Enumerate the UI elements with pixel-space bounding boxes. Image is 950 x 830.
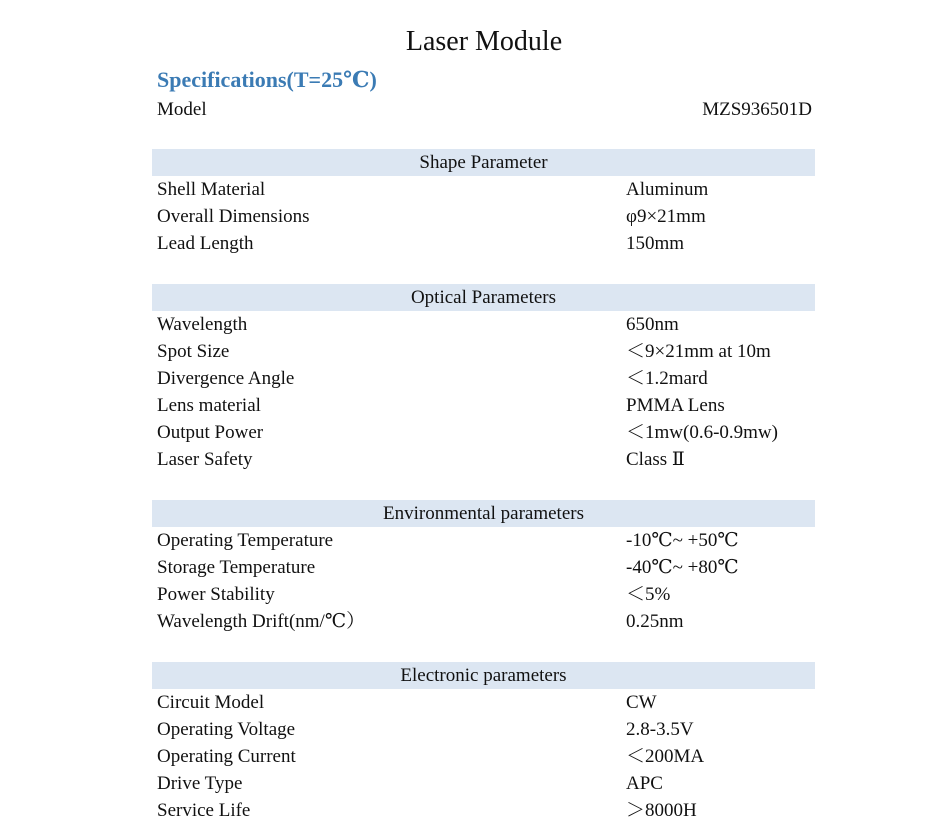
- spec-label: Lead Length: [157, 233, 254, 254]
- spec-label: Operating Voltage: [157, 719, 296, 740]
- spec-value: Class Ⅱ: [626, 449, 685, 470]
- spec-label: Output Power: [157, 422, 264, 443]
- spec-value: ＞8000H: [626, 800, 697, 821]
- section-electronic-parameters: [152, 662, 815, 824]
- spec-row: [152, 365, 815, 392]
- spec-row: [152, 716, 815, 743]
- spec-label: Wavelength Drift(nm/℃）: [157, 611, 366, 632]
- spec-row: [152, 419, 815, 446]
- section-shape-parameter: [152, 149, 815, 257]
- spec-row: [152, 392, 815, 419]
- spec-value: 0.25nm: [626, 611, 684, 632]
- spec-label: Circuit Model: [157, 692, 265, 713]
- spec-label: Lens material: [157, 395, 261, 416]
- spec-row: [152, 446, 815, 473]
- spec-value: ＜200MA: [626, 746, 705, 767]
- spec-value: 150mm: [626, 233, 685, 254]
- spec-value: -10℃~ +50℃: [626, 530, 739, 551]
- spec-value: -40℃~ +80℃: [626, 557, 739, 578]
- spec-label: Storage Temperature: [157, 557, 316, 578]
- spec-row: [152, 770, 815, 797]
- spec-row: [152, 311, 815, 338]
- spec-row: [152, 203, 815, 230]
- specifications-heading: Specifications(T=25℃): [157, 67, 377, 92]
- spec-label: Laser Safety: [157, 449, 253, 470]
- spec-value: ＜1.2mard: [626, 368, 708, 389]
- spec-value: ＜9×21mm at 10m: [626, 341, 771, 362]
- spec-row: [152, 176, 815, 203]
- spec-label: Spot Size: [157, 341, 230, 362]
- spec-label: Service Life: [157, 800, 251, 821]
- spec-value: φ9×21mm: [626, 206, 706, 227]
- spec-label: Wavelength: [157, 314, 248, 335]
- spec-label: Drive Type: [157, 773, 243, 794]
- spec-label: Shell Material: [157, 179, 266, 200]
- section-header: Electronic parameters: [152, 662, 815, 689]
- model-row: [157, 98, 812, 122]
- section-optical-parameters: [152, 284, 815, 473]
- spec-label: Power Stability: [157, 584, 275, 605]
- spec-row: [152, 581, 815, 608]
- spec-value: APC: [626, 773, 663, 794]
- spec-row: [152, 743, 815, 770]
- spec-row: [152, 608, 815, 635]
- spec-value: ＜5%: [626, 584, 671, 605]
- model-value: MZS936501D: [702, 99, 812, 120]
- section-header: Shape Parameter: [152, 149, 815, 176]
- section-header: Environmental parameters: [152, 500, 815, 527]
- spec-value: Aluminum: [626, 179, 709, 200]
- section-header: Optical Parameters: [152, 284, 815, 311]
- spec-label: Overall Dimensions: [157, 206, 310, 227]
- spec-value: CW: [626, 692, 657, 713]
- spec-row: [152, 338, 815, 365]
- spec-row: [152, 230, 815, 257]
- spec-row: [152, 554, 815, 581]
- page-title: Laser Module: [405, 26, 563, 57]
- model-label: Model: [157, 99, 207, 120]
- spec-value: ＜1mw(0.6-0.9mw): [626, 422, 778, 443]
- spec-label: Divergence Angle: [157, 368, 295, 389]
- spec-value: PMMA Lens: [626, 395, 725, 416]
- spec-value: 650nm: [626, 314, 679, 335]
- spec-value: 2.8-3.5V: [626, 719, 694, 740]
- spec-label: Operating Temperature: [157, 530, 334, 551]
- spec-row: [152, 797, 815, 824]
- spec-row: [152, 527, 815, 554]
- spec-label: Operating Current: [157, 746, 296, 767]
- section-environmental-parameters: [152, 500, 815, 635]
- spec-row: [152, 689, 815, 716]
